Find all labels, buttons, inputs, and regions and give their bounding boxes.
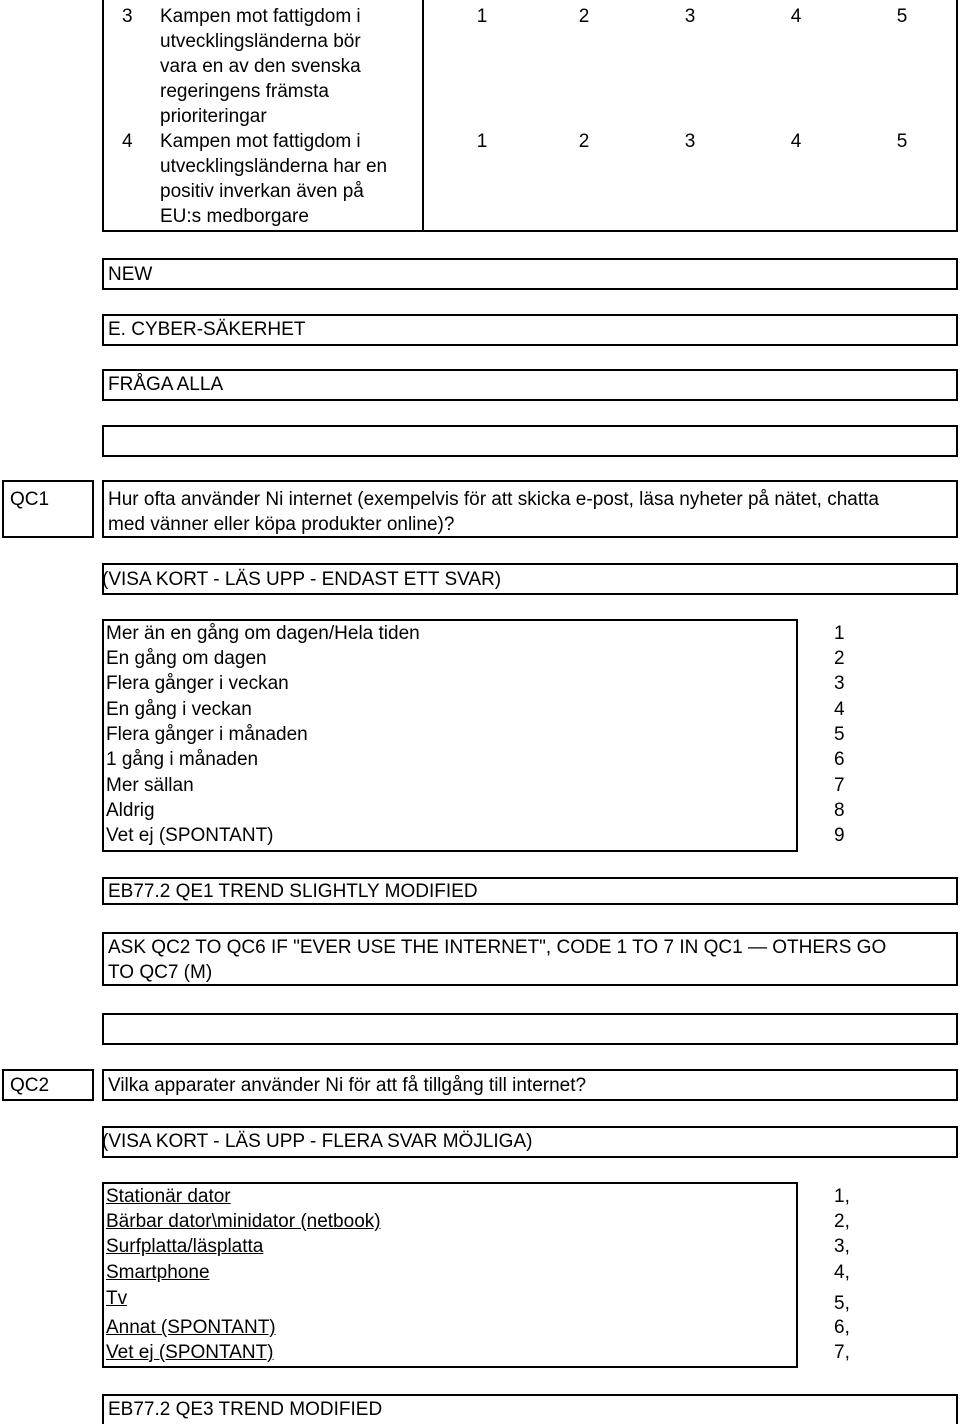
new-box bbox=[102, 258, 958, 290]
question-code: QC1 bbox=[10, 489, 50, 510]
answer-label: Surfplatta/läsplatta bbox=[106, 1236, 264, 1257]
section-title-box bbox=[102, 314, 958, 346]
answer-option[interactable] bbox=[106, 1340, 956, 1365]
scale-value[interactable]: 5 bbox=[896, 131, 908, 152]
instruction-text: (VISA KORT - LÄS UPP - FLERA SVAR MÖJLIGA) bbox=[102, 1131, 533, 1152]
filter-instruction-line: ASK QC2 TO QC6 IF "EVER USE THE INTERNET", CODE 1 TO 7 IN QC1 — OTHERS GO bbox=[108, 937, 887, 958]
statement-line: Kampen mot fattigdom i bbox=[160, 6, 361, 27]
section-title: E. CYBER-SÄKERHET bbox=[108, 319, 306, 340]
question-code: QC2 bbox=[10, 1075, 50, 1096]
answer-code: 7, bbox=[834, 1342, 850, 1363]
question-text: Vilka apparater använder Ni för att få tillgång till internet? bbox=[108, 1075, 587, 1096]
scale-value[interactable]: 3 bbox=[684, 6, 696, 27]
answer-label: 1 gång i månaden bbox=[106, 749, 259, 770]
scale-value[interactable]: 2 bbox=[578, 131, 590, 152]
filter-instruction-line: TO QC7 (M) bbox=[108, 962, 213, 983]
answer-code: 6, bbox=[834, 1317, 850, 1338]
qc2-instruction-box bbox=[102, 1126, 958, 1158]
question-text-line: Hur ofta använder Ni internet (exempelvis för att skicka e-post, läsa nyheter på nätet, chatta bbox=[108, 489, 879, 510]
trend-note: EB77.2 QE1 TREND SLIGHTLY MODIFIED bbox=[108, 881, 478, 902]
answer-option[interactable] bbox=[106, 823, 956, 848]
answer-label: Flera gånger i månaden bbox=[106, 724, 308, 745]
answer-option[interactable] bbox=[106, 747, 956, 772]
answer-label: Bärbar dator\minidator (netbook) bbox=[106, 1211, 381, 1232]
answer-label: Vet ej (SPONTANT) bbox=[106, 825, 274, 846]
scale-value[interactable]: 5 bbox=[896, 6, 908, 27]
scale-value[interactable]: 4 bbox=[790, 131, 802, 152]
scale-value[interactable]: 2 bbox=[578, 6, 590, 27]
answer-code: 1 bbox=[834, 623, 845, 644]
ask-all-box bbox=[102, 369, 958, 401]
answer-option[interactable] bbox=[106, 1234, 956, 1259]
question-text-line: med vänner eller köpa produkter online)? bbox=[108, 514, 455, 535]
answer-label: Flera gånger i veckan bbox=[106, 673, 289, 694]
answer-code: 2, bbox=[834, 1211, 850, 1232]
answer-option[interactable] bbox=[106, 1209, 956, 1234]
answer-code: 6 bbox=[834, 749, 845, 770]
answer-label: Tv bbox=[106, 1288, 128, 1309]
answer-label: Aldrig bbox=[106, 800, 155, 821]
statement-line: positiv inverkan även på bbox=[160, 181, 364, 202]
statement-line: regeringens främsta bbox=[160, 81, 329, 102]
answer-code: 7 bbox=[834, 775, 845, 796]
answer-option[interactable] bbox=[106, 1184, 956, 1209]
trend-note: EB77.2 QE3 TREND MODIFIED bbox=[108, 1399, 383, 1420]
statement-line: Kampen mot fattigdom i bbox=[160, 131, 361, 152]
answer-code: 3 bbox=[834, 673, 845, 694]
answer-option[interactable] bbox=[106, 798, 956, 823]
statement-number: 4 bbox=[122, 131, 133, 152]
answer-option[interactable] bbox=[106, 697, 956, 722]
answer-code: 5 bbox=[834, 724, 845, 745]
answer-option[interactable] bbox=[106, 621, 956, 646]
qc1-filter-box bbox=[102, 932, 958, 986]
answer-option[interactable] bbox=[106, 1286, 956, 1314]
instruction-text: (VISA KORT - LÄS UPP - ENDAST ETT SVAR) bbox=[102, 569, 502, 590]
qc1-instruction-box bbox=[102, 563, 958, 595]
statement-line: EU:s medborgare bbox=[160, 206, 309, 227]
answer-option[interactable] bbox=[106, 722, 956, 747]
qc2-trend-box bbox=[102, 1394, 958, 1424]
answer-code: 4 bbox=[834, 699, 845, 720]
answer-label: Stationär dator bbox=[106, 1186, 231, 1207]
answer-code: 3, bbox=[834, 1236, 850, 1257]
statement-line: vara en av den svenska bbox=[160, 56, 361, 77]
statement-line: prioriteringar bbox=[160, 106, 267, 127]
answer-code: 1, bbox=[834, 1186, 850, 1207]
answer-option[interactable] bbox=[106, 1260, 956, 1285]
qc2-question-box bbox=[102, 1069, 958, 1101]
statement-line: utvecklingsländerna bör bbox=[160, 31, 361, 52]
answer-code: 5, bbox=[834, 1293, 850, 1314]
qc1-code-box bbox=[2, 480, 94, 538]
qc1-trend-box bbox=[102, 877, 958, 905]
scale-value[interactable]: 3 bbox=[684, 131, 696, 152]
statement-number: 3 bbox=[122, 6, 133, 27]
answer-option[interactable] bbox=[106, 671, 956, 696]
ask-all-label: FRÅGA ALLA bbox=[108, 374, 224, 395]
answer-label: En gång om dagen bbox=[106, 648, 267, 669]
statement-line: utvecklingsländerna har en bbox=[160, 156, 388, 177]
new-label: NEW bbox=[108, 264, 153, 285]
answer-label: En gång i veckan bbox=[106, 699, 252, 720]
empty-box bbox=[102, 425, 958, 457]
answer-code: 9 bbox=[834, 825, 845, 846]
empty-box bbox=[102, 1013, 958, 1045]
answer-label: Smartphone bbox=[106, 1262, 210, 1283]
answer-code: 2 bbox=[834, 648, 845, 669]
answer-option[interactable] bbox=[106, 773, 956, 798]
answer-code: 8 bbox=[834, 800, 845, 821]
answer-label: Mer än en gång om dagen/Hela tiden bbox=[106, 623, 420, 644]
qc1-question-box bbox=[102, 480, 958, 538]
answer-label: Vet ej (SPONTANT) bbox=[106, 1342, 274, 1363]
answer-option[interactable] bbox=[106, 646, 956, 671]
answer-label: Mer sällan bbox=[106, 775, 194, 796]
qc2-code-box bbox=[2, 1069, 94, 1101]
table-divider bbox=[422, 0, 424, 232]
scale-value[interactable]: 1 bbox=[476, 6, 488, 27]
answer-code: 4, bbox=[834, 1262, 850, 1283]
answer-label: Annat (SPONTANT) bbox=[106, 1317, 276, 1338]
scale-value[interactable]: 4 bbox=[790, 6, 802, 27]
scale-value[interactable]: 1 bbox=[476, 131, 488, 152]
answer-option[interactable] bbox=[106, 1315, 956, 1340]
